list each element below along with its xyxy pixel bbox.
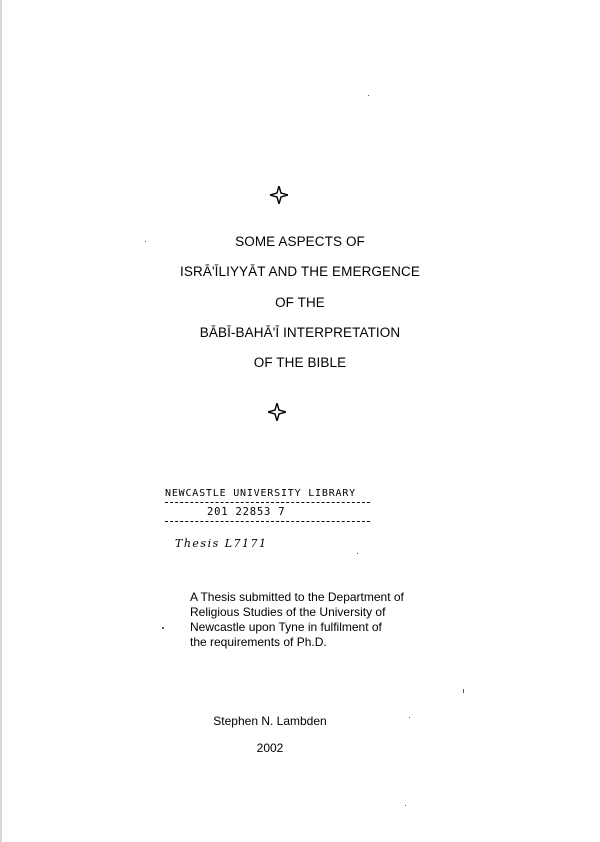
title-line-1: SOME ASPECTS OF [235, 234, 365, 249]
title-line-3: OF THE [275, 295, 325, 310]
scan-speck [357, 553, 358, 554]
title-line-2: ISRĀ'ĪLIYYĀT AND THE EMERGENCE [180, 264, 420, 279]
scan-speck [145, 241, 146, 242]
scan-speck [405, 805, 406, 806]
library-name: NEWCASTLE UNIVERSITY LIBRARY [165, 488, 356, 499]
thesis-statement-line: Newcastle upon Tyne in fulfilment of [190, 620, 382, 634]
thesis-statement-line: A Thesis submitted to the Department of [190, 590, 404, 604]
submission-year: 2002 [256, 741, 284, 755]
author-name: Stephen N. Lambden [213, 714, 327, 728]
stamp-divider [165, 521, 370, 522]
stamp-divider [165, 502, 370, 503]
handwritten-shelfmark: Thesis L7171 [175, 537, 268, 550]
four-point-star-icon [270, 186, 288, 204]
scan-speck [162, 627, 164, 629]
thesis-statement [190, 590, 430, 650]
scan-speck [463, 689, 464, 693]
title-line-5: OF THE BIBLE [253, 355, 347, 370]
accession-number: 201 22853 7 [207, 506, 286, 518]
thesis-statement-line: the requirements of Ph.D. [190, 635, 327, 649]
title-line-4: BĀBĪ-BAHĀ'Ī INTERPRETATION [199, 325, 401, 340]
scan-speck [368, 95, 369, 96]
library-stamp [165, 488, 375, 525]
four-point-star-icon [268, 403, 286, 421]
scan-speck [409, 717, 410, 718]
thesis-statement-line: Religious Studies of the University of [190, 605, 386, 619]
